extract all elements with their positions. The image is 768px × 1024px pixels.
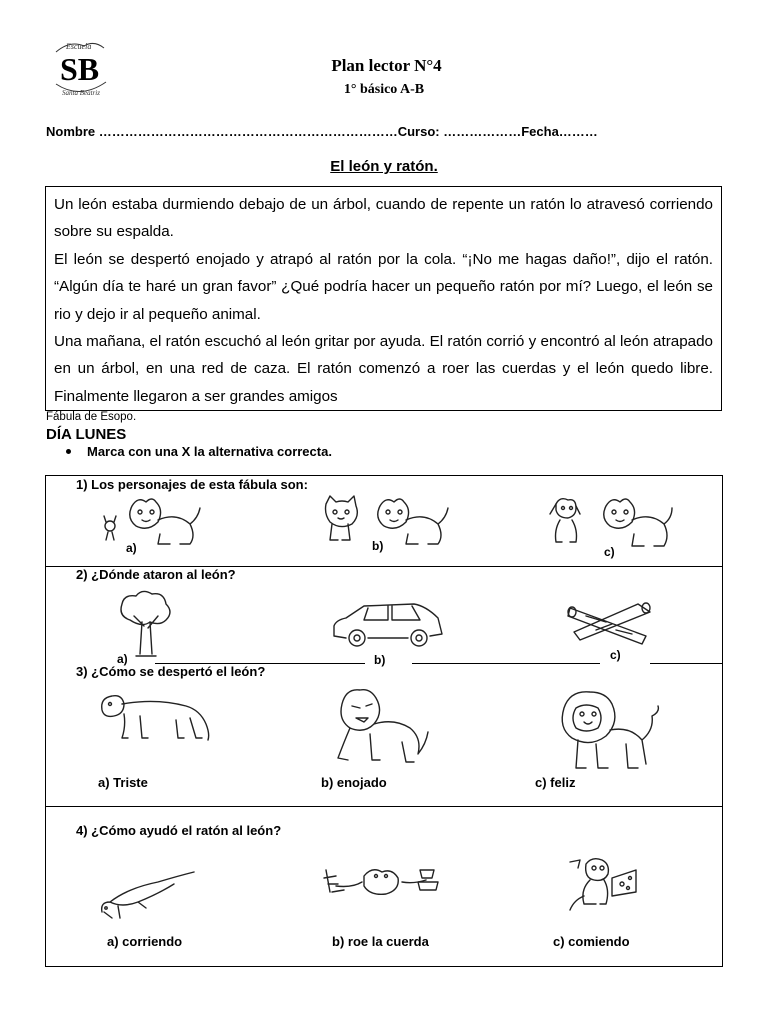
angry-lion-icon[interactable] (330, 684, 430, 768)
story-paragraph: Un león estaba durmiendo debajo de un árbol, cuando de repente un ratón lo atravesó corriendo sobre su espalda. (54, 196, 713, 241)
walking-lion-icon[interactable] (96, 690, 212, 746)
car-icon[interactable] (330, 600, 446, 652)
option-label[interactable]: a) corriendo (107, 934, 183, 949)
mouse-and-lion-icon[interactable] (98, 494, 202, 550)
instruction-text: Marca con una X la alternativa correcta. (87, 444, 332, 459)
day-heading: DÍA LUNES (46, 426, 127, 443)
question-1: 1) Los personajes de esta fábula son: (76, 477, 308, 492)
divider (650, 663, 723, 664)
page-subtitle: 1° básico A-B (343, 82, 425, 97)
svg-text:SB: SB (60, 51, 100, 87)
running-mouse-icon[interactable] (98, 868, 198, 922)
option-label[interactable]: a) (113, 652, 132, 666)
question-3: 3) ¿Cómo se despertó el león? (76, 664, 266, 679)
divider (45, 806, 723, 807)
mouse-eating-cheese-icon[interactable] (566, 856, 640, 912)
question-2: 2) ¿Dónde ataron al león? (76, 567, 236, 582)
option-label[interactable]: b) roe la cuerda (332, 934, 429, 949)
story-box (45, 186, 722, 411)
dog-and-lion-icon[interactable] (546, 494, 672, 552)
divider (412, 663, 600, 664)
logs-icon[interactable] (566, 600, 656, 646)
bullet-icon (66, 449, 71, 454)
page-title: Plan lector N°4 (331, 56, 442, 75)
option-label[interactable]: b) enojado (321, 775, 387, 790)
instruction (66, 444, 332, 459)
option-label[interactable]: a) Triste (98, 775, 148, 790)
story-source: Fábula de Esopo. (46, 411, 137, 423)
option-label[interactable]: c) (606, 648, 625, 662)
story-paragraph: El león se despertó enojado y atrapó al ratón por la cola. “¡No me hagas daño!”, dijo el ratón. “Algún día te haré un gran favor” ¿Qué podría hacer un pequeño ratón por mí? Luego, el león se rio y dejo ir al pequeño animal. (54, 250, 713, 323)
option-label[interactable]: b) (370, 653, 389, 667)
story-paragraph: Una mañana, el ratón escuchó al león gritar por ayuda. El ratón corrió y encontró al león atrapado en un árbol, en una red de caza. El ratón comenzó a roer las cuerdas y el león quedo libre. Finalmente llegaron a ser grandes amigos (54, 333, 713, 405)
question-4: 4) ¿Cómo ayudó el ratón al león? (76, 823, 282, 838)
story-title: El león y ratón. (330, 158, 438, 175)
option-label[interactable]: c) (600, 545, 619, 559)
smiling-lion-icon[interactable] (556, 688, 662, 774)
svg-text:Escuela: Escuela (66, 42, 92, 51)
svg-text:Santa Beatriz: Santa Beatriz (62, 89, 100, 97)
option-label[interactable]: c) feliz (535, 775, 576, 790)
option-label[interactable]: a) (122, 541, 141, 555)
mouse-gnawing-rope-icon[interactable] (322, 862, 444, 904)
option-label[interactable]: c) comiendo (553, 934, 630, 949)
option-label[interactable]: b) (368, 539, 387, 553)
tree-icon[interactable] (116, 590, 176, 660)
student-info-line: Nombre ……………………………………………………………Curso: ………………Fecha……… (46, 124, 598, 139)
